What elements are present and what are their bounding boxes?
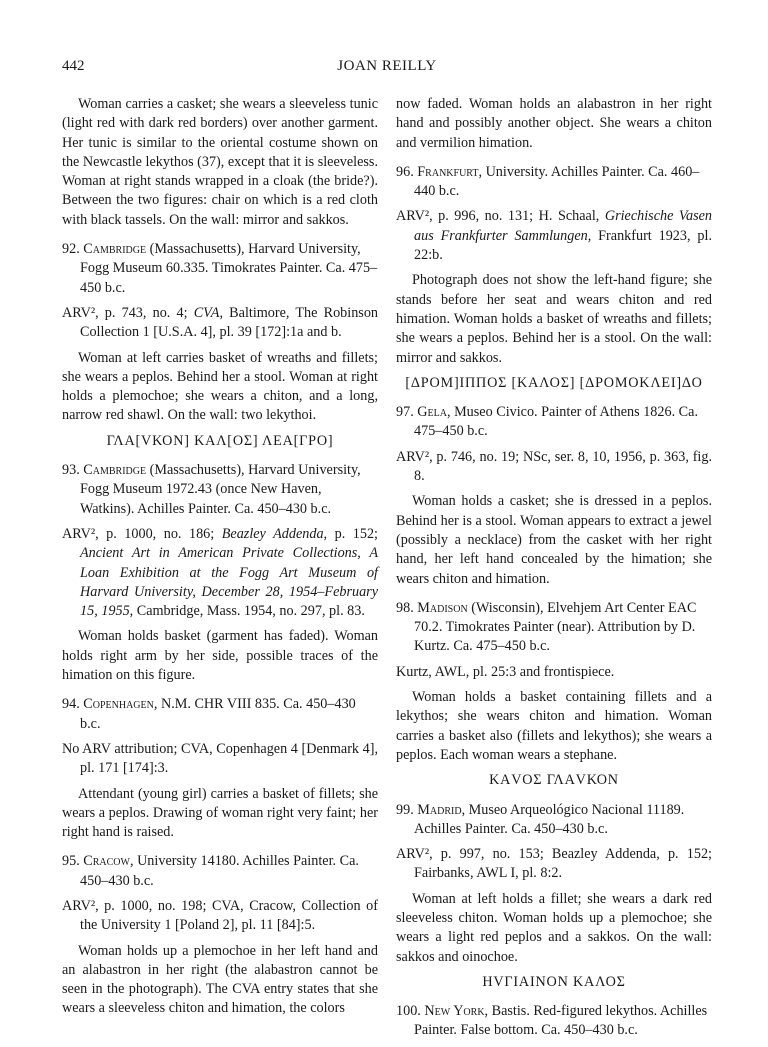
- inscription: ΗVΓΙΑΙΝΟΝ ΚΑΛΟΣ: [482, 973, 626, 990]
- entry-city: Cracow: [83, 853, 130, 870]
- entry-city: Madison: [417, 599, 468, 616]
- entry-description: Attendant (young girl) carries a basket of fillets; she wears a peplos. Drawing of woman right very faint; her right hand is raised.: [62, 785, 378, 841]
- page-number: 442: [62, 58, 85, 74]
- catalog-entry-96: [396, 163, 712, 393]
- entry-heading-rest: (Massachusetts), Harvard University, Fogg Museum 1972.43 (once New Haven, Watkins). Achilles Painter. Ca. 450–430 b.c.: [80, 462, 361, 517]
- entry-heading-rest: , University 14180. Achilles Painter. Ca. 450–430 b.c.: [80, 853, 359, 889]
- entry-number: 98.: [396, 599, 414, 616]
- entry-number: 96.: [396, 163, 414, 180]
- catalog-entry-100: [396, 1002, 712, 1041]
- entry-city: Frankfurt: [417, 163, 479, 180]
- inscription: ΓΛΑ[VΚΟΝ] ΚΑΛ[ΟΣ] ΛΕΑ[ΓΡΟ]: [106, 432, 334, 449]
- entry-description: Photograph does not show the left-hand figure; she stands before her seat and wears chiton and red himation. Woman holds a basket of wreaths and fillets; she wears a peplos. Behind her is a stool. On the wall: mirror and sakkos.: [396, 272, 712, 366]
- entry-heading: [396, 599, 712, 657]
- entry-91-description: Woman carries a casket; she wears a sleeveless tunic (light red with dark red borders) over another garment. Her tunic is similar to the oriental costume shown on the Newcastle lekythos (37), except that it is sleeveless. Woman at right stands wrapped in a cloak (the bride?). Between the two figures: chair on which is a red cloth with black tassels. On the wall: mirror and sakkos.: [62, 96, 378, 228]
- entry-number: 97.: [396, 404, 414, 421]
- entry-number: 99.: [396, 801, 414, 818]
- catalog-entry-93: [62, 461, 378, 685]
- entry-description: Woman at left holds a fillet; she wears a dark red sleeveless chiton. Woman holds up a plemochoe; she wears a light red peplos and a sakkos. On the wall: sakkos and oinochoe.: [396, 890, 712, 965]
- entry-heading-rest: (Massachusetts), Harvard University, Fogg Museum 60.335. Timokrates Painter. Ca. 475–450 b.c.: [80, 241, 378, 296]
- entry-references: ARV², p. 1000, no. 198; CVA, Cracow, Collection of the University 1 [Poland 2], pl. 11 [84]:5.: [62, 897, 378, 934]
- entry-heading: [62, 461, 378, 519]
- entry-heading-rest: , Museo Civico. Painter of Athens 1826. Ca. 475–450 b.c.: [414, 404, 698, 440]
- entry-city: Gela: [417, 404, 447, 421]
- entry-city: Copenhagen: [83, 696, 154, 713]
- inscription: ΚΑVΟΣ ΓΛΑVΚΟΝ: [489, 772, 619, 789]
- entry-references: Kurtz, AWL, pl. 25:3 and frontispiece.: [396, 663, 615, 680]
- entry-heading: [62, 240, 378, 298]
- page-header: [62, 58, 712, 82]
- entry-description: Woman holds basket (garment has faded). Woman holds right arm by her side, possible traces of the himation on this figure.: [62, 628, 378, 684]
- catalog-entry-98: [396, 599, 712, 791]
- refs-italic: CVA: [193, 304, 220, 321]
- refs-part: ARV², p. 1000, no. 186;: [62, 525, 222, 542]
- entry-city: Cambridge: [83, 241, 147, 258]
- entry-city: Madrid: [417, 801, 462, 818]
- entry-description: Woman holds up a plemochoe in her left hand and an alabastron in her right (the alabastron cannot be seen in the photograph). The CVA entry states that she wears a sleeveless chiton and himation, the colors: [62, 942, 378, 1017]
- entry-references: [62, 304, 378, 343]
- entry-description: Woman at left carries basket of wreaths and fillets; she wears a peplos. Behind her a stool. Woman at right holds a plemochoe; she wears a chiton, and a long, narrow red shawl. On the wall: two lekythoi.: [62, 349, 378, 424]
- refs-part: , p. 152;: [323, 525, 378, 542]
- entry-references: [396, 207, 712, 265]
- refs-part: , Frankfurt 1923, pl. 22:b.: [414, 227, 712, 264]
- entry-heading: [396, 403, 712, 442]
- entry-heading-rest: , Museo Arqueológico Nacional 11189. Achilles Painter. Ca. 450–430 b.c.: [414, 801, 685, 837]
- entry-city: New York: [424, 1003, 485, 1020]
- entry-heading-rest: , University. Achilles Painter. Ca. 460–440 b.c.: [414, 163, 700, 200]
- entry-references: ARV², p. 746, no. 19; NSc, ser. 8, 10, 1956, p. 363, fig. 8.: [396, 448, 712, 485]
- entry-references: ARV², p. 997, no. 153; Beazley Addenda, p. 152; Fairbanks, AWL I, pl. 8:2.: [396, 846, 712, 882]
- refs-italic: Ancient Art in American Private Collections, A Loan Exhibition at the Fogg Art Museum of Harvard University, December 28, 1954–February 15, 1955: [80, 545, 378, 620]
- refs-italic: Griechische Vasen aus Frankfurter Sammlungen: [414, 208, 712, 244]
- entry-number: 95.: [62, 853, 80, 870]
- entry-description: Woman holds a casket; she is dressed in a peplos. Behind her is a stool. Woman appears to extract a jewel (possibly a necklace) from the casket with her right hand, her left hand concealed by the himation; she wears chiton and himation.: [396, 493, 712, 587]
- right-column: [396, 95, 712, 1047]
- refs-part: , Baltimore, The Robinson Collection 1 [U.S.A. 4], pl. 39 [172]:1a and b.: [80, 304, 379, 341]
- catalog-entry-94: [62, 695, 378, 842]
- catalog-entry-97: [396, 403, 712, 589]
- left-column: [62, 95, 378, 1025]
- refs-italic: Beazley Addenda: [221, 525, 324, 542]
- inscription: [ΔΡΟΜ]ΙΠΠΟΣ [ΚΑΛΟΣ] [ΔΡΟΜΟΚΛΕΙ]ΔΟ: [405, 374, 703, 391]
- entry-references: [62, 525, 378, 621]
- running-head: JOAN REILLY: [337, 58, 437, 74]
- catalog-entry-95: [62, 852, 378, 1018]
- entry-references: No ARV attribution; CVA, Copenhagen 4 [Denmark 4], pl. 171 [174]:3.: [62, 740, 378, 777]
- entry-description: Woman holds a basket containing fillets and a lekythos; she wears chiton and himation. Woman carries a basket also (fillets and lekythos); she wears a peplos. Each woman wears a stephane.: [396, 689, 712, 763]
- entry-heading: [396, 1002, 712, 1041]
- entry-95-description-continued: now faded. Woman holds an alabastron in her right hand and possibly another object. She wears a chiton and vermilion himation.: [396, 96, 712, 151]
- entry-heading: [396, 801, 712, 840]
- refs-part: , Cambridge, Mass. 1954, no. 297, pl. 83.: [129, 603, 365, 620]
- catalog-entry-92: [62, 240, 378, 451]
- catalog-entry-99: [396, 801, 712, 993]
- entry-heading: [396, 163, 712, 202]
- entry-number: 92.: [62, 241, 80, 258]
- entry-heading: [62, 695, 378, 734]
- entry-number: 93.: [62, 462, 80, 479]
- entry-heading-rest: (Wisconsin), Elvehjem Art Center EAC 70.2. Timokrates Painter (near). Attribution by D. Kurtz. Ca. 475–450 b.c.: [414, 599, 697, 655]
- entry-heading-rest: , Bastis. Red-figured lekythos. Achilles Painter. False bottom. Ca. 450–430 b.c.: [414, 1003, 708, 1039]
- entry-number: 94.: [62, 696, 80, 713]
- entry-heading-rest: , N.M. CHR VIII 835. Ca. 450–430 b.c.: [80, 696, 356, 732]
- entry-number: 100.: [396, 1003, 421, 1020]
- refs-part: ARV², p. 743, no. 4;: [62, 304, 194, 321]
- entry-heading: [62, 852, 378, 891]
- entry-city: Cambridge: [83, 462, 147, 479]
- refs-part: ARV², p. 996, no. 131; H. Schaal,: [396, 208, 605, 225]
